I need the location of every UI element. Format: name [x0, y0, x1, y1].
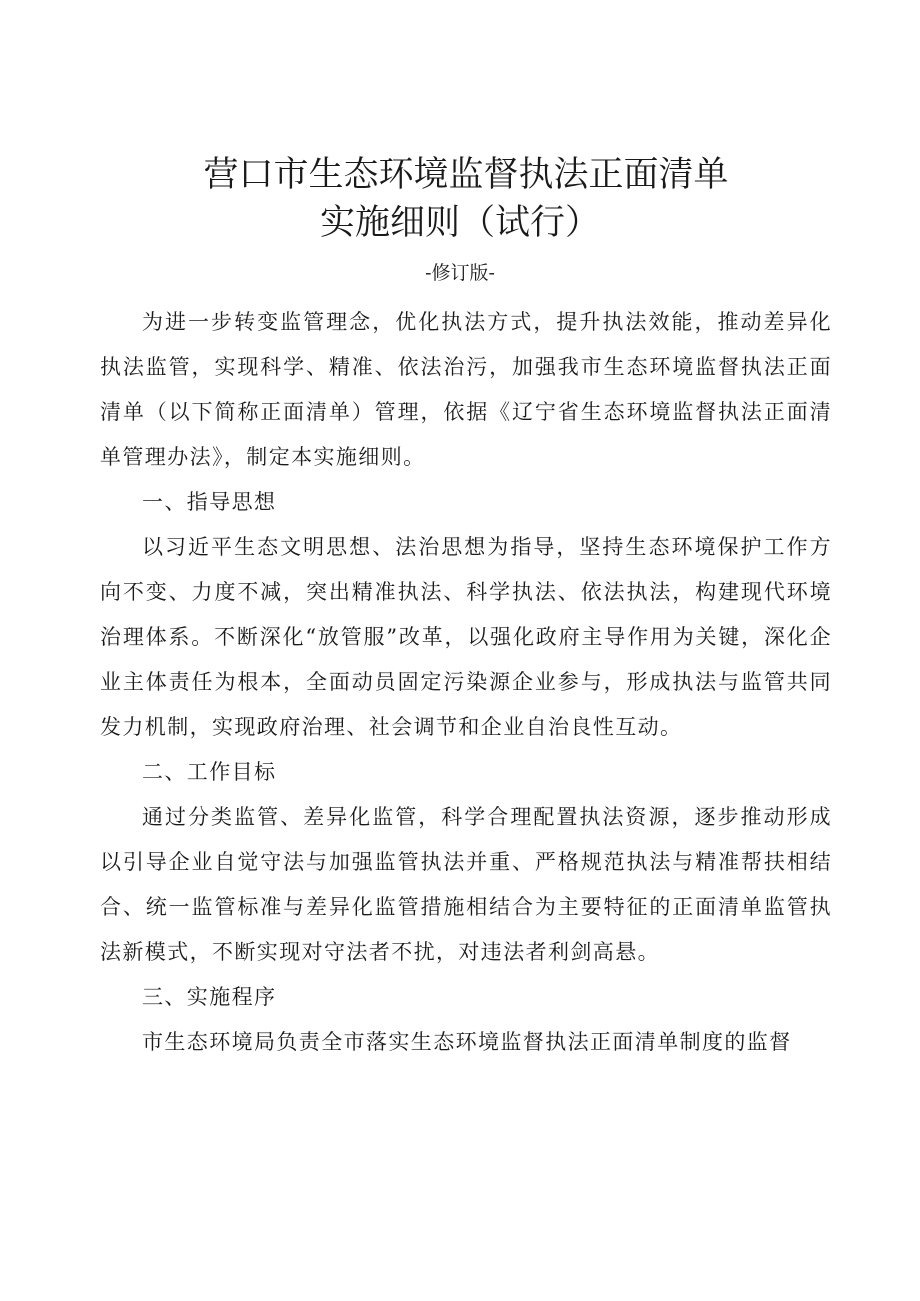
document-title-line-2: 实施细则（试行）	[319, 203, 600, 243]
document-title-line-1: 营口市生态环境监督执法正面清单	[203, 155, 729, 195]
section-body-work-goals: 通过分类监管、差异化监管，科学合理配置执法资源，逐步推动形成以引导企业自觉守法与加强监管执法并重、严格规范执法与精准帮扶相结合、统一监管标准与差异化监管措施相结合为主要特征的正面清单监管执法新模式，不断实现对守法者不扰，对违法者利剑高悬。	[100, 805, 832, 964]
section-heading-guiding-ideology: 一、指导思想	[142, 490, 277, 514]
section-heading-implementation-procedure: 三、实施程序	[142, 985, 277, 1009]
section-heading-work-goals: 二、工作目标	[142, 760, 277, 784]
document-subtitle: -修订版-	[425, 262, 495, 284]
intro-paragraph: 为进一步转变监管理念，优化执法方式，提升执法效能，推动差异化执法监管，实现科学、精准、依法治污，加强我市生态环境监督执法正面清单（以下简称正面清单）管理，依据《辽宁省生态环境监督执法正面清单管理办法》，制定本实施细则。	[100, 310, 832, 469]
section-body-guiding-ideology: 以习近平生态文明思想、法治思想为指导，坚持生态环境保护工作方向不变、力度不减，突出精准执法、科学执法、依法执法，构建现代环境治理体系。不断深化“放管服”改革，以强化政府主导作用为关键，深化企业主体责任为根本，全面动员固定污染源企业参与，形成执法与监管共同发力机制，实现政府治理、社会调节和企业自治良性互动。	[100, 535, 832, 739]
document-body	[100, 300, 832, 1065]
section-body-implementation-procedure: 市生态环境局负责全市落实生态环境监督执法正面清单制度的监督	[142, 1030, 792, 1054]
